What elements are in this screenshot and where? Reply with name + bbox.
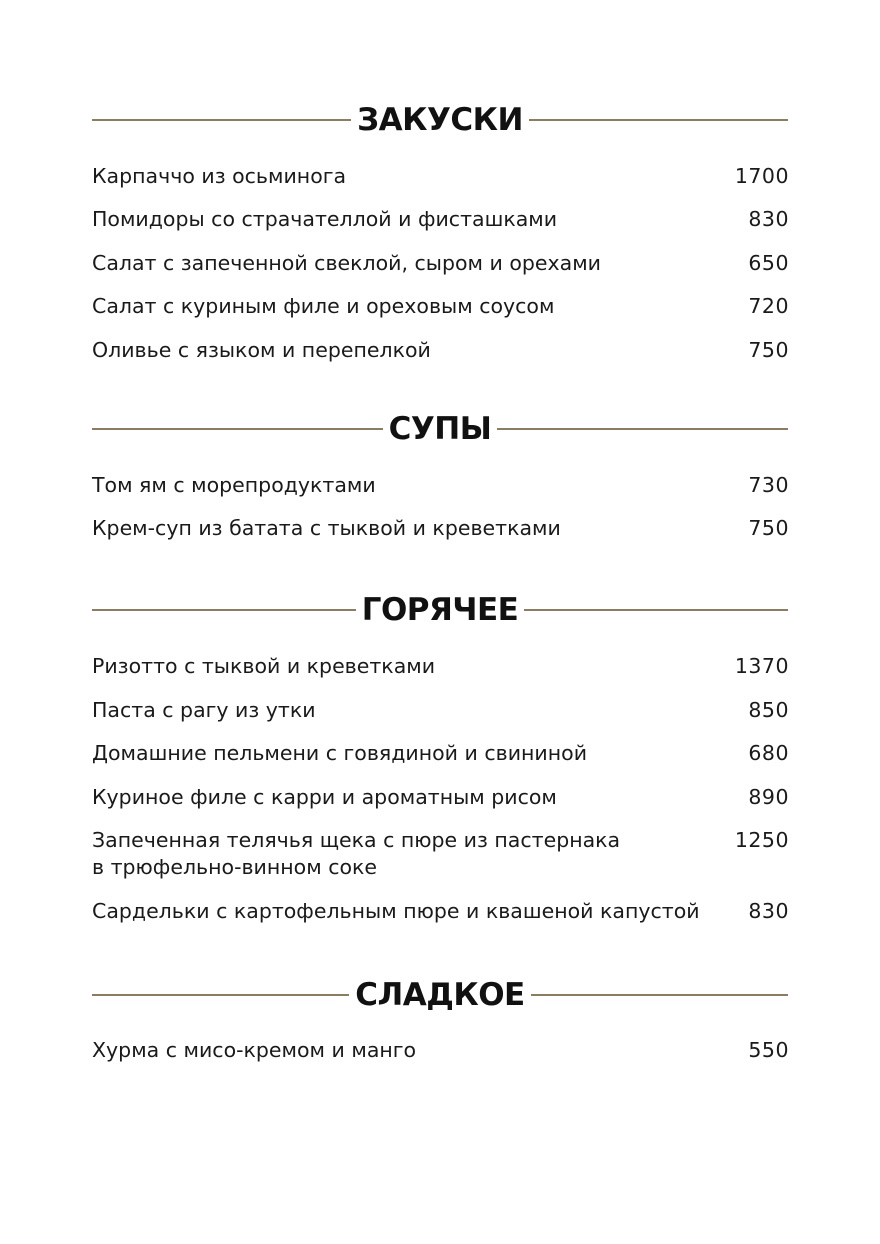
menu-item bbox=[92, 515, 789, 542]
item-name: Крем-суп из батата с тыквой и креветками bbox=[92, 516, 561, 540]
menu-item bbox=[92, 740, 789, 767]
divider-line bbox=[497, 428, 788, 430]
menu-item bbox=[92, 827, 789, 881]
item-name: Карпаччо из осьминога bbox=[92, 164, 347, 188]
section-header-sladkoe bbox=[92, 975, 788, 1015]
section-header-supy bbox=[92, 409, 788, 449]
divider-line bbox=[92, 428, 383, 430]
item-price: 850 bbox=[748, 698, 789, 722]
item-name: Домашние пельмени с говядиной и свининой bbox=[92, 741, 588, 765]
menu-item bbox=[92, 293, 789, 320]
item-name: Сардельки с картофельным пюре и квашеной капустой bbox=[92, 899, 700, 923]
item-price: 720 bbox=[748, 294, 789, 318]
item-name: Помидоры со страчателлой и фисташками bbox=[92, 207, 558, 231]
item-name: Том ям с морепродуктами bbox=[92, 473, 376, 497]
item-name: Ризотто с тыквой и креветками bbox=[92, 654, 436, 678]
divider-line bbox=[531, 994, 788, 996]
item-price: 830 bbox=[748, 207, 789, 231]
item-price: 550 bbox=[748, 1038, 789, 1062]
item-name: Куриное филе с карри и ароматным рисом bbox=[92, 785, 557, 809]
section-header-zakuski bbox=[92, 100, 788, 140]
divider-line bbox=[92, 119, 351, 121]
item-name: Салат с запеченной свеклой, сыром и орехами bbox=[92, 251, 602, 275]
item-price: 750 bbox=[748, 516, 789, 540]
section-title: СУПЫ bbox=[388, 411, 492, 447]
item-price: 750 bbox=[748, 338, 789, 362]
section-title: ЗАКУСКИ bbox=[357, 102, 523, 138]
divider-line bbox=[529, 119, 788, 121]
item-price: 650 bbox=[748, 251, 789, 275]
item-name: Оливье с языком и перепелкой bbox=[92, 338, 431, 362]
menu-item bbox=[92, 472, 789, 499]
menu-item bbox=[92, 1037, 789, 1064]
section-title: СЛАДКОЕ bbox=[355, 977, 525, 1013]
menu-item bbox=[92, 697, 789, 724]
item-price: 680 bbox=[748, 741, 789, 765]
item-name: Хурма с мисо-кремом и манго bbox=[92, 1038, 417, 1062]
item-name: Запеченная телячья щека с пюре из пастернака в трюфельно-винном соке bbox=[92, 828, 621, 879]
item-price: 1700 bbox=[734, 164, 789, 188]
menu-item bbox=[92, 653, 789, 680]
item-name: Паста с рагу из утки bbox=[92, 698, 316, 722]
item-price: 1250 bbox=[734, 828, 789, 852]
divider-line bbox=[92, 609, 356, 611]
item-price: 890 bbox=[748, 785, 789, 809]
divider-line bbox=[524, 609, 788, 611]
menu-item bbox=[92, 163, 789, 190]
item-price: 1370 bbox=[734, 654, 789, 678]
divider-line bbox=[92, 994, 349, 996]
section-title: ГОРЯЧЕЕ bbox=[361, 592, 519, 628]
item-name: Салат с куриным филе и ореховым соусом bbox=[92, 294, 555, 318]
menu-item bbox=[92, 337, 789, 364]
item-price: 730 bbox=[748, 473, 789, 497]
item-price: 830 bbox=[748, 899, 789, 923]
menu-item bbox=[92, 898, 789, 925]
menu-item bbox=[92, 206, 789, 233]
menu-item bbox=[92, 784, 789, 811]
menu-item bbox=[92, 250, 789, 277]
section-header-goryachee bbox=[92, 590, 788, 630]
